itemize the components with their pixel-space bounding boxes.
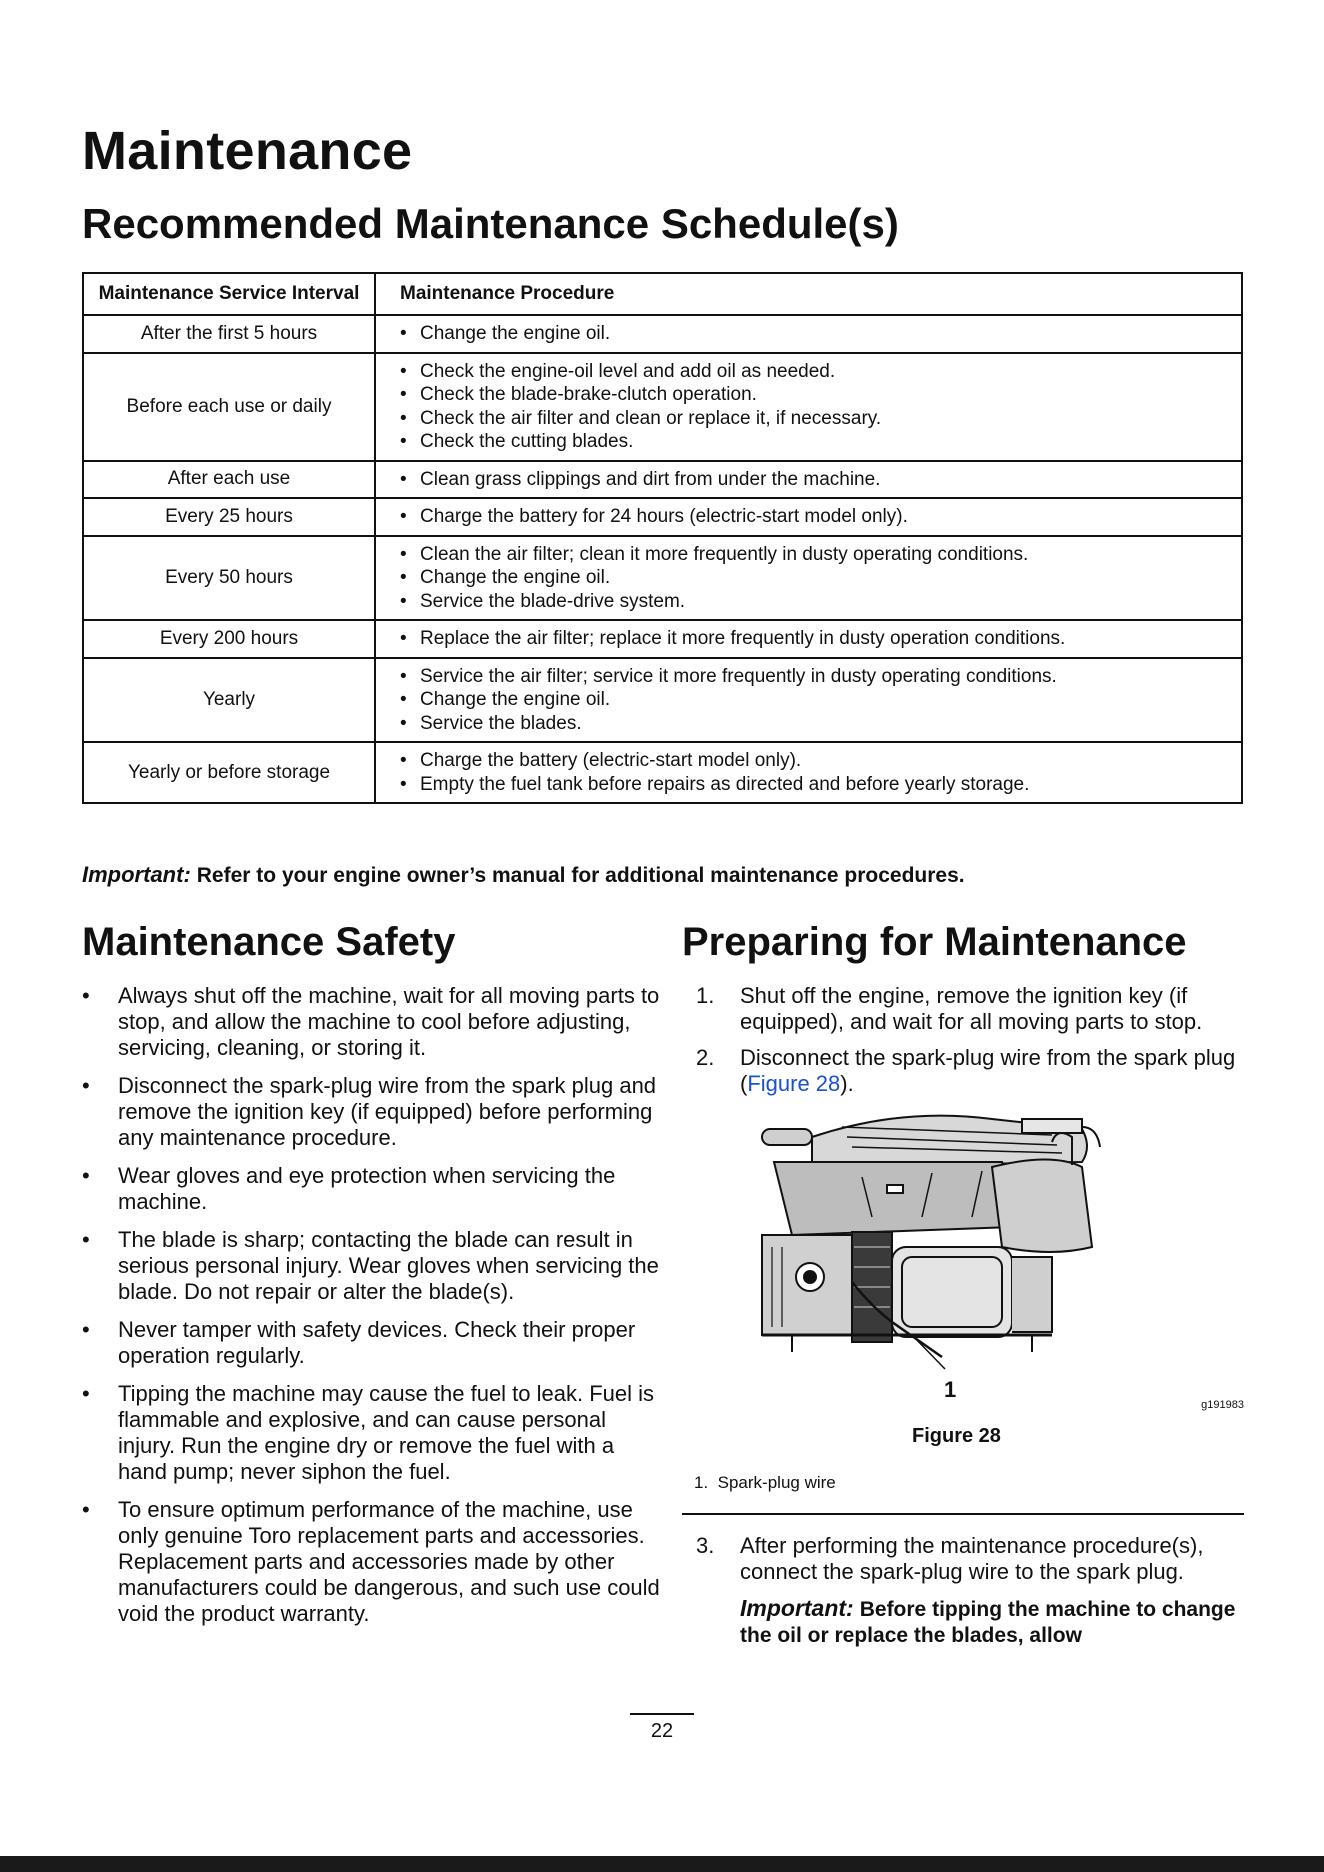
procedure-item: • Empty the fuel tank before repairs as directed and before yearly storage. <box>400 773 1231 797</box>
important-text: Refer to your engine owner’s manual for additional maintenance procedures. <box>196 864 965 887</box>
safety-item: • Wear gloves and eye protection when servicing the machine. <box>82 1163 662 1215</box>
section-title-schedule: Recommended Maintenance Schedule(s) <box>82 200 899 247</box>
prep-step-2 <box>682 1045 1244 1097</box>
interval-cell: Every 200 hours <box>83 620 375 658</box>
procedure-item: • Service the blades. <box>400 712 1231 736</box>
interval-cell: Every 25 hours <box>83 498 375 536</box>
procedure-item: • Service the air filter; service it more frequently in dusty operating conditions. <box>400 665 1231 689</box>
table-row <box>83 742 1242 803</box>
table-row <box>83 498 1242 536</box>
procedure-item: • Check the engine-oil level and add oil as needed. <box>400 360 1231 384</box>
header-procedure: Maintenance Procedure <box>375 273 1242 315</box>
safety-list <box>82 983 662 1627</box>
important-label: Important: <box>82 862 191 887</box>
procedure-item: • Check the blade-brake-clutch operation. <box>400 383 1231 407</box>
procedure-item: • Change the engine oil. <box>400 688 1231 712</box>
prep-title: Preparing for Maintenance <box>682 920 1187 964</box>
procedure-item: • Service the blade-drive system. <box>400 590 1231 614</box>
page-number-rule <box>630 1713 694 1715</box>
procedure-cell <box>375 315 1242 353</box>
step-text-before: Disconnect the spark-plug wire from the spark plug ( <box>740 1045 1236 1096</box>
procedure-item: • Check the cutting blades. <box>400 430 1231 454</box>
interval-cell: After the first 5 hours <box>83 315 375 353</box>
figure-legend <box>694 1473 1244 1493</box>
interval-cell: After each use <box>83 461 375 499</box>
procedure-list <box>400 360 1231 454</box>
procedure-item: • Clean the air filter; clean it more frequently in dusty operating conditions. <box>400 543 1231 567</box>
step-number: 1. <box>696 983 715 1008</box>
figure-caption: Figure 28 <box>912 1425 1001 1447</box>
procedure-item: • Clean grass clippings and dirt from under the machine. <box>400 468 1231 492</box>
important-text: Before tipping the machine to change the oil or replace the blades, allow <box>740 1598 1236 1647</box>
procedure-list <box>400 543 1231 614</box>
safety-item: • The blade is sharp; contacting the blade can result in serious personal injury. Wear gloves when servicing the blade. Do not repair or alter the blade(s). <box>82 1227 662 1305</box>
safety-item: • Never tamper with safety devices. Check their proper operation regularly. <box>82 1317 662 1369</box>
procedure-list <box>400 322 1231 346</box>
procedure-list <box>400 665 1231 736</box>
procedure-cell <box>375 658 1242 743</box>
table-row <box>83 353 1242 461</box>
procedure-cell <box>375 742 1242 803</box>
figure-divider <box>682 1513 1244 1515</box>
table-row <box>83 461 1242 499</box>
procedure-item: • Check the air filter and clean or replace it, if necessary. <box>400 407 1231 431</box>
procedure-cell <box>375 498 1242 536</box>
safety-item: • To ensure optimum performance of the machine, use only genuine Toro replacement parts and accessories. Replacement parts and accessories made by other manufacturers could be dangerous, and such use could void the product warranty. <box>82 1497 662 1627</box>
procedure-cell <box>375 536 1242 621</box>
prep-step-1 <box>682 983 1244 1035</box>
prep-steps <box>682 983 1244 1097</box>
step-text: After performing the maintenance procedure(s), connect the spark-plug wire to the spark plug. <box>740 1533 1204 1584</box>
safety-item: • Disconnect the spark-plug wire from the spark plug and remove the ignition key (if equipped) before performing any maintenance procedure. <box>82 1073 662 1151</box>
procedure-list <box>400 749 1231 796</box>
procedure-cell <box>375 353 1242 461</box>
procedure-list <box>400 468 1231 492</box>
procedure-item: • Change the engine oil. <box>400 566 1231 590</box>
procedure-item: • Charge the battery (electric-start model only). <box>400 749 1231 773</box>
table-row <box>83 536 1242 621</box>
procedure-item: • Replace the air filter; replace it more frequently in dusty operation conditions. <box>400 627 1231 651</box>
safety-item: • Always shut off the machine, wait for all moving parts to stop, and allow the machine to cool before adjusting, servicing, cleaning, or storing it. <box>82 983 662 1061</box>
figure-callout-1: 1 <box>944 1377 957 1402</box>
procedure-cell <box>375 620 1242 658</box>
maintenance-schedule-table <box>82 272 1243 804</box>
table-row <box>83 315 1242 353</box>
page-bottom-bar <box>0 1856 1324 1872</box>
safety-title: Maintenance Safety <box>82 920 456 964</box>
maintenance-safety-section <box>82 920 662 1639</box>
table-header-row <box>83 273 1242 315</box>
preparing-section <box>682 920 1244 1649</box>
figure-28 <box>682 1107 1244 1467</box>
interval-cell: Yearly or before storage <box>83 742 375 803</box>
prep-step-3 <box>682 1533 1244 1585</box>
interval-cell: Every 50 hours <box>83 536 375 621</box>
table-row <box>83 620 1242 658</box>
engine-illustration <box>752 1107 1172 1387</box>
step-number: 2. <box>696 1045 715 1070</box>
page-number: 22 <box>650 1720 674 1742</box>
important-tipping-note <box>740 1595 1244 1649</box>
step-text: Shut off the engine, remove the ignition key (if equipped), and wait for all moving parts to stop. <box>740 983 1203 1034</box>
page-title: Maintenance <box>82 121 413 181</box>
figure-link[interactable]: Figure 28 <box>747 1071 841 1096</box>
important-note <box>82 862 965 888</box>
figure-code: g191983 <box>1201 1399 1244 1411</box>
step-text-after: ). <box>840 1071 854 1096</box>
procedure-item: • Charge the battery for 24 hours (electric-start model only). <box>400 505 1231 529</box>
procedure-cell <box>375 461 1242 499</box>
legend-text: Spark-plug wire <box>717 1473 836 1492</box>
step-number: 3. <box>696 1533 715 1558</box>
interval-cell: Yearly <box>83 658 375 743</box>
table-row <box>83 658 1242 743</box>
important-label: Important: <box>740 1595 854 1621</box>
procedure-list <box>400 505 1231 529</box>
safety-item: • Tipping the machine may cause the fuel to leak. Fuel is flammable and explosive, and can cause personal injury. Run the engine dry or remove the fuel with a hand pump; never siphon the fuel. <box>82 1381 662 1485</box>
prep-steps-continued <box>682 1533 1244 1585</box>
interval-cell: Before each use or daily <box>83 353 375 461</box>
procedure-list <box>400 627 1231 651</box>
legend-number: 1. <box>694 1473 709 1492</box>
header-interval: Maintenance Service Interval <box>83 273 375 315</box>
procedure-item: • Change the engine oil. <box>400 322 1231 346</box>
